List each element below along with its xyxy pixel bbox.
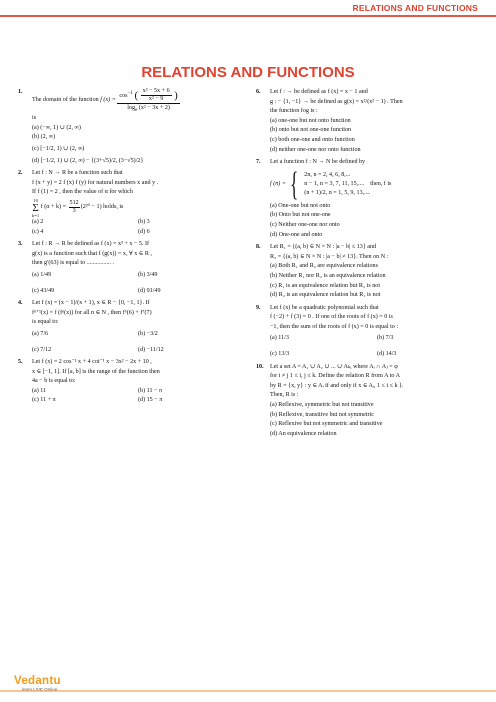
q5-line3: 4a − b is equal to: xyxy=(32,378,76,385)
option-c[interactable]: (c) 7/12 xyxy=(32,346,52,353)
q1-is: is xyxy=(32,115,37,122)
q2-rhs-num: 512 xyxy=(69,200,79,207)
question-number: 6. xyxy=(256,89,261,95)
q5-line2: x ∈ [−1, 1]. If [a, b] is the range of the function then xyxy=(32,368,160,375)
option-d[interactable]: (d) 91/49 xyxy=(138,287,161,294)
piecewise-cases xyxy=(286,165,371,203)
q3-line3: then g′(63) is equal to ................ . xyxy=(32,260,115,267)
q8-line1: Let R₁ = {(a, b) ∈ N × N : |a − b| ≤ 13} and xyxy=(270,244,377,251)
question-number: 8. xyxy=(256,244,261,251)
option-c[interactable]: (c) R₁ is an equivalence relation but R₂ is not xyxy=(270,282,381,289)
q3-options xyxy=(18,271,238,296)
q2-rhs-tail: (2²⁰ − 1) holds, is xyxy=(80,204,124,211)
cos-inverse: cos xyxy=(119,92,128,99)
option-b[interactable]: (b) 11 − π xyxy=(138,387,163,394)
question-8 xyxy=(256,243,478,301)
case-3: (n + 1)/2, n = 1, 5, 9, 13,.... xyxy=(304,190,371,197)
question-5 xyxy=(18,358,238,406)
option-a[interactable]: (a) 7/6 xyxy=(32,330,49,337)
option-c[interactable]: (c) 4 xyxy=(32,228,44,235)
question-number: 9. xyxy=(256,304,261,311)
question-number: 7. xyxy=(256,159,261,166)
q2-line1: Let f : N → R be a function such that xyxy=(32,170,123,177)
question-7 xyxy=(256,158,478,240)
q10-line3: by R = {x, y} : y ∈ Aᵢ if and only if x ∈ Aᵢ, 1 ≤ i ≤ k }. xyxy=(270,382,404,389)
option-c[interactable]: (c) Neither one-one nor onto xyxy=(270,221,340,228)
case-1: 2n, n = 2, 4, 6, 8,... xyxy=(304,172,351,179)
question-1 xyxy=(18,88,238,166)
case-rows xyxy=(304,171,370,198)
q4-line3: is equal to: xyxy=(32,319,59,326)
q4-line2: fⁿ⁺¹(x) = f (fⁿ(x)) for all n ∈ N , then f⁶(6) + f⁷(7) xyxy=(32,309,152,316)
question-number: 3. xyxy=(18,241,23,248)
left-column xyxy=(18,88,238,409)
option-c[interactable]: (c) both one-one and onto function xyxy=(270,136,355,143)
case-2: n − 1, n = 3, 7, 11, 15,.... xyxy=(304,181,365,188)
q1-fx: f (x) = xyxy=(100,97,116,104)
option-c[interactable]: (c) 43/49 xyxy=(32,287,55,294)
q4-line1: Let f (x) = (x − 1)/(x + 1), x ∈ R − {0, −1, 1}. If xyxy=(32,300,150,307)
question-number: 10. xyxy=(256,363,264,370)
log-argument: (x² − 3x + 2) xyxy=(138,105,170,111)
option-b[interactable]: (b) Neither R₁ nor R₂ is an equivalence relation xyxy=(270,272,386,279)
sum-upper: 10 xyxy=(33,197,38,203)
q1-inner-den: x² − 9 xyxy=(148,96,164,102)
q2-line3: If f (1) = 2 , then the value of α for which xyxy=(32,189,133,196)
option-b[interactable]: (b) (2, ∞) xyxy=(32,134,56,141)
q8-line2: R₂ = {(a, b) ∈ N × N : |a − b| ≠ 13}. Then on N : xyxy=(270,253,389,260)
q2-rhs-fraction xyxy=(69,200,80,215)
q2-sum-expr: f (α + k) = xyxy=(40,204,67,211)
q1-inner-fraction xyxy=(141,88,172,103)
option-a[interactable]: (a) 1/49 xyxy=(32,271,52,278)
q7-piecewise xyxy=(270,165,478,203)
q9-line1: Let f (x) be a quadratic polynomial such that xyxy=(270,304,379,311)
q3-line2: g(x) is a function such that f (g(x)) = x, ∀ x ∈ R , xyxy=(32,250,152,257)
question-9 xyxy=(256,304,478,360)
q9-line2: f (−2) + f (3) = 0 . If one of the roots of f (x) = 0 is xyxy=(270,314,393,321)
option-a[interactable]: (a) 2 xyxy=(32,218,44,225)
header-divider xyxy=(0,15,496,17)
q7-tail: then, f is xyxy=(370,180,392,187)
summation xyxy=(32,198,39,218)
option-b[interactable]: (b) 3 xyxy=(138,218,150,225)
option-a[interactable]: (a) 11/3 xyxy=(270,335,289,342)
option-c[interactable]: (c) Reflexive but not symmetric and transitive xyxy=(270,421,383,428)
q2-line2: f (x + y) = 2 f (x) f (y) for natural numbers x and y . xyxy=(32,179,159,186)
q2-options xyxy=(18,218,238,237)
right-column xyxy=(256,88,478,442)
question-10 xyxy=(256,363,478,440)
q2-rhs-den: 3 xyxy=(72,208,76,215)
option-d[interactable]: (d) An equivalence relation xyxy=(270,430,337,437)
option-c[interactable]: (c) 11 + π xyxy=(32,397,56,404)
q5-options xyxy=(18,387,238,406)
option-b[interactable]: (b) onto but not one-one function xyxy=(270,127,352,134)
option-a[interactable]: (a) Both R₁ and R₂ are equivalence relations xyxy=(270,263,378,270)
q10-line1: Let a set A = A₁ ∪ A₂ ∪ ... ∪ Aₖ, where Aᵢ ∩ Aⱼ = φ xyxy=(270,363,398,370)
q4-options xyxy=(18,330,238,355)
option-b[interactable]: (b) 7/3 xyxy=(377,335,394,342)
q1-stem: The domain of the function xyxy=(32,97,99,104)
question-6 xyxy=(256,88,478,155)
q7-line1: Let a function f : N → N be defined by xyxy=(270,159,366,166)
option-a[interactable]: (a) Reflexive, symmetric but not transitive xyxy=(270,402,374,409)
question-number: 5. xyxy=(18,359,23,366)
option-d[interactable]: (d) R₂ is an equivalence relation but R₁ is not xyxy=(270,292,381,299)
q3-line1: Let f : R → R be defined as f (x) = x³ + x − 5. If xyxy=(32,241,150,248)
option-b[interactable]: (b) Onto but not one-one xyxy=(270,212,331,219)
option-a[interactable]: (a) One-one but not onto xyxy=(270,202,331,209)
q1-expression xyxy=(32,88,238,114)
question-3 xyxy=(18,240,238,296)
logo-wordmark: Vedantu xyxy=(14,675,61,687)
q5-line1: Let f (x) = 2 cos⁻¹ x + 4 cot⁻¹ x − 3x² − 2x + 10 , xyxy=(32,359,152,366)
running-title: RELATIONS AND FUNCTIONS xyxy=(352,3,478,13)
option-a[interactable]: (a) one-one but not onto function xyxy=(270,117,351,124)
q6-line2: g : − {1, −1} → be defined as g(x) = x²/(x² − 1) . Then xyxy=(270,98,403,105)
question-number: 1. xyxy=(18,89,23,95)
option-b[interactable]: (b) 3/49 xyxy=(138,271,158,278)
option-b[interactable]: (b) −3/2 xyxy=(138,330,158,337)
option-a[interactable]: (a) 11 xyxy=(32,387,47,394)
log-base: e xyxy=(135,107,138,114)
brace-icon: { xyxy=(290,165,299,203)
q1-inner-num: x² − 5x + 6 xyxy=(142,88,170,94)
q10-line4: Then, R is : xyxy=(270,392,299,399)
option-d[interactable]: (d) 14/3 xyxy=(377,351,397,358)
q10-line2: for i ≠ j 1 ≤ i, j ≤ k. Define the relation R from A to A xyxy=(270,373,401,380)
q2-sum-expression xyxy=(32,198,238,218)
option-d[interactable]: (d) [−1/2, 1) ∪ (2, ∞) − {(3+√5)/2, (3−√5)/2} xyxy=(32,157,144,164)
option-c[interactable]: (c) 13/3 xyxy=(270,351,290,358)
option-c[interactable]: (c) [−1/2, 1) ∪ (2, ∞) xyxy=(32,146,85,152)
question-4 xyxy=(18,299,238,355)
option-d[interactable]: (d) One-one and onto xyxy=(270,231,323,238)
log-label: log xyxy=(127,105,136,111)
option-d[interactable]: (d) −11/12 xyxy=(138,346,164,353)
q6-line1: Let f : → be defined as f (x) = x − 1 and xyxy=(270,89,368,95)
q1-denominator xyxy=(117,104,179,114)
q7-lhs: f (n) = xyxy=(270,180,286,187)
q1-main-fraction xyxy=(117,88,179,114)
option-d[interactable]: (d) 15 − π xyxy=(138,397,163,404)
sum-lower: k=1 xyxy=(32,212,40,218)
page-title: RELATIONS AND FUNCTIONS xyxy=(141,64,355,81)
question-2 xyxy=(18,169,238,237)
q6-line3: the function fog is : xyxy=(270,108,318,115)
option-d[interactable]: (d) neither one-one nor onto function xyxy=(270,146,361,153)
option-d[interactable]: (d) 6 xyxy=(138,228,150,235)
question-number: 4. xyxy=(18,300,23,307)
q9-options xyxy=(256,334,478,359)
q9-line3: −1, then the sum of the roots of f (x) = 0 is equal to : xyxy=(270,323,399,330)
option-b[interactable]: (b) Reflexive, transitive but not symmetric xyxy=(270,411,374,418)
sigma-icon: Σ xyxy=(32,201,39,214)
q1-numerator: $\cos^{-1}$ ( $\frac{\text{x² − 5x + 6}}{\text{x² − 9}}$ ) xyxy=(119,88,178,102)
footer-divider xyxy=(0,690,496,692)
option-a[interactable]: (a) (−∞, 1) ∪ (2, ∞) xyxy=(32,124,81,131)
question-number: 2. xyxy=(18,170,23,177)
